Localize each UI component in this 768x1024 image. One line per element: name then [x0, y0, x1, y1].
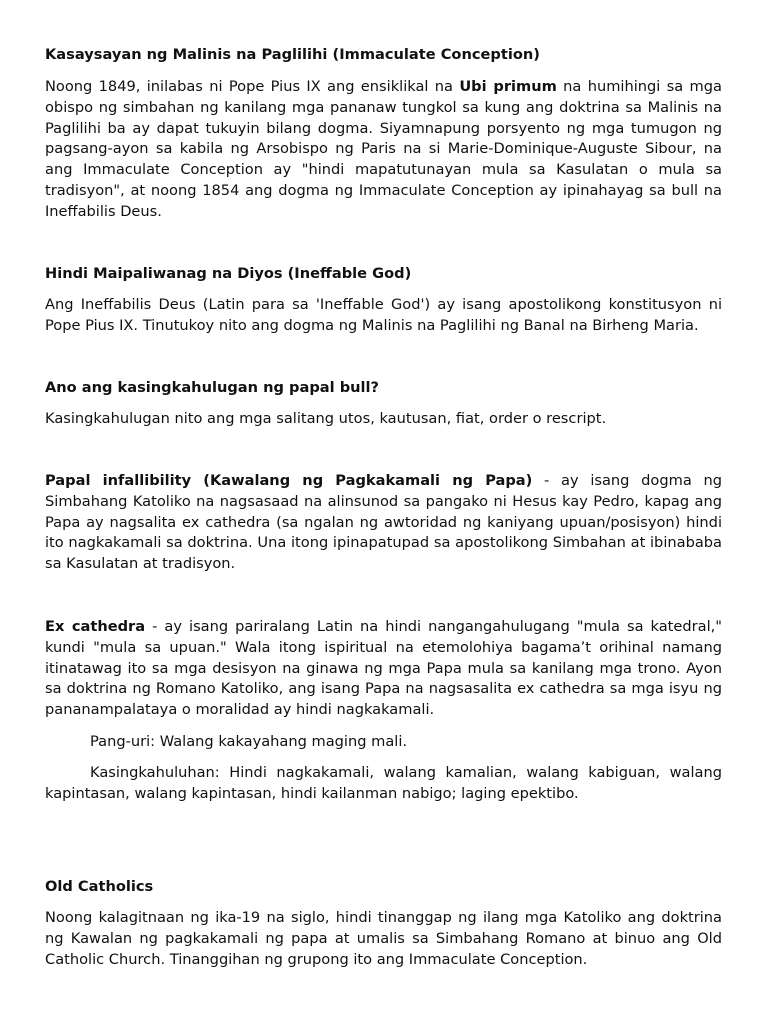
paragraph-text-post: na humihingi sa mga obispo ng simbahan ng kanilang mga pananaw tungkol sa kung ang doktrina sa Malinis na Paglilihi ba ay dapat tukuyin bilang dogma. Siyamnapung porsyento ng mga tumugon ng pagsang-ayon sa kabila ng Arsobispo ng Paris na si Marie-Dominique-Auguste Sibour, na ang Immaculate Conception ay "hindi mapatutunayan mula sa Kasulatan o mula sa tradisyon", at noong 1854 ang dogma ng Immaculate Conception ay ipinahayag sa bull na Ineffabilis Deus.	[45, 78, 722, 220]
paragraph-kasingkahuluhan: Kasingkahuluhan: Hindi nagkakamali, walang kamalian, walang kabiguan, walang kapintasan, walang kapintasan, hindi kailanman nabigo; laging epektibo.	[45, 764, 722, 802]
encyclical-name: Ubi primum	[459, 78, 557, 95]
term-papal-infallibility: Papal infallibility (Kawalang ng Pagkakamali ng Papa)	[45, 472, 533, 489]
paragraph-papal-bull: Kasingkahulugan nito ang mga salitang utos, kautusan, fiat, order o rescript.	[45, 410, 607, 427]
paragraph-ex-cathedra	[45, 617, 722, 721]
definition-papal-infallibility: - ay isang dogma ng Simbahang Katoliko na nagsasaad na alinsunod sa pangako ni Hesus kay Pedro, kapag ang Papa ay nagsalita ex cathedra (sa ngalan ng awtoridad ng kaniyang upuan/posisyon) hindi ito nagkakamali sa doktrina. Una itong ipinapatupad sa apostolikong Simbahan at ibinababa sa Kasulatan at tradisyon.	[45, 472, 722, 573]
paragraph-papal-infallibility	[45, 471, 722, 575]
paragraph-text-pre: Noong 1849, inilabas ni Pope Pius IX ang ensiklikal na	[45, 78, 460, 95]
section-heading-ineffable-god: Hindi Maipaliwanag na Diyos (Ineffable God)	[45, 265, 412, 282]
definition-ex-cathedra: - ay isang pariralang Latin na hindi nangangahulugang "mula sa katedral," kundi "mula sa upuan." Wala itong ispiritual na etemolohiya bagama’t orihinal namang itinatawag ito sa mga desisyon na ginawa ng mga Papa mula sa kanilang mga trono. Ayon sa doktrina ng Romano Katoliko, ang isang Papa na nagsasalita ex cathedra sa mga isyu ng pananampalataya o moralidad ay hindi nagkakamali.	[45, 618, 722, 719]
paragraph-immaculate-conception-history	[45, 77, 722, 223]
section-heading-old-catholics: Old Catholics	[45, 878, 154, 895]
paragraph-ineffable-god: Ang Ineffabilis Deus (Latin para sa 'Ineffable God') ay isang apostolikong konstitusyon ni Pope Pius IX. Tinutukoy nito ang dogma ng Malinis na Paglilihi ng Banal na Birheng Maria.	[45, 296, 722, 334]
section-heading-papal-bull: Ano ang kasingkahulugan ng papal bull?	[45, 379, 380, 396]
term-ex-cathedra: Ex cathedra	[45, 618, 146, 635]
section-heading-immaculate-conception-history: Kasaysayan ng Malinis na Paglilihi (Immaculate Conception)	[45, 46, 540, 63]
paragraph-pang-uri: Pang-uri: Walang kakayahang maging mali.	[90, 733, 408, 750]
paragraph-old-catholics: Noong kalagitnaan ng ika-19 na siglo, hindi tinanggap ng ilang mga Katoliko ang doktrina ng Kawalan ng pagkakamali ng papa at umalis sa Simbahang Romano at binuo ang Old Catholic Church. Tinanggihan ng grupong ito ang Immaculate Conception.	[45, 909, 722, 968]
